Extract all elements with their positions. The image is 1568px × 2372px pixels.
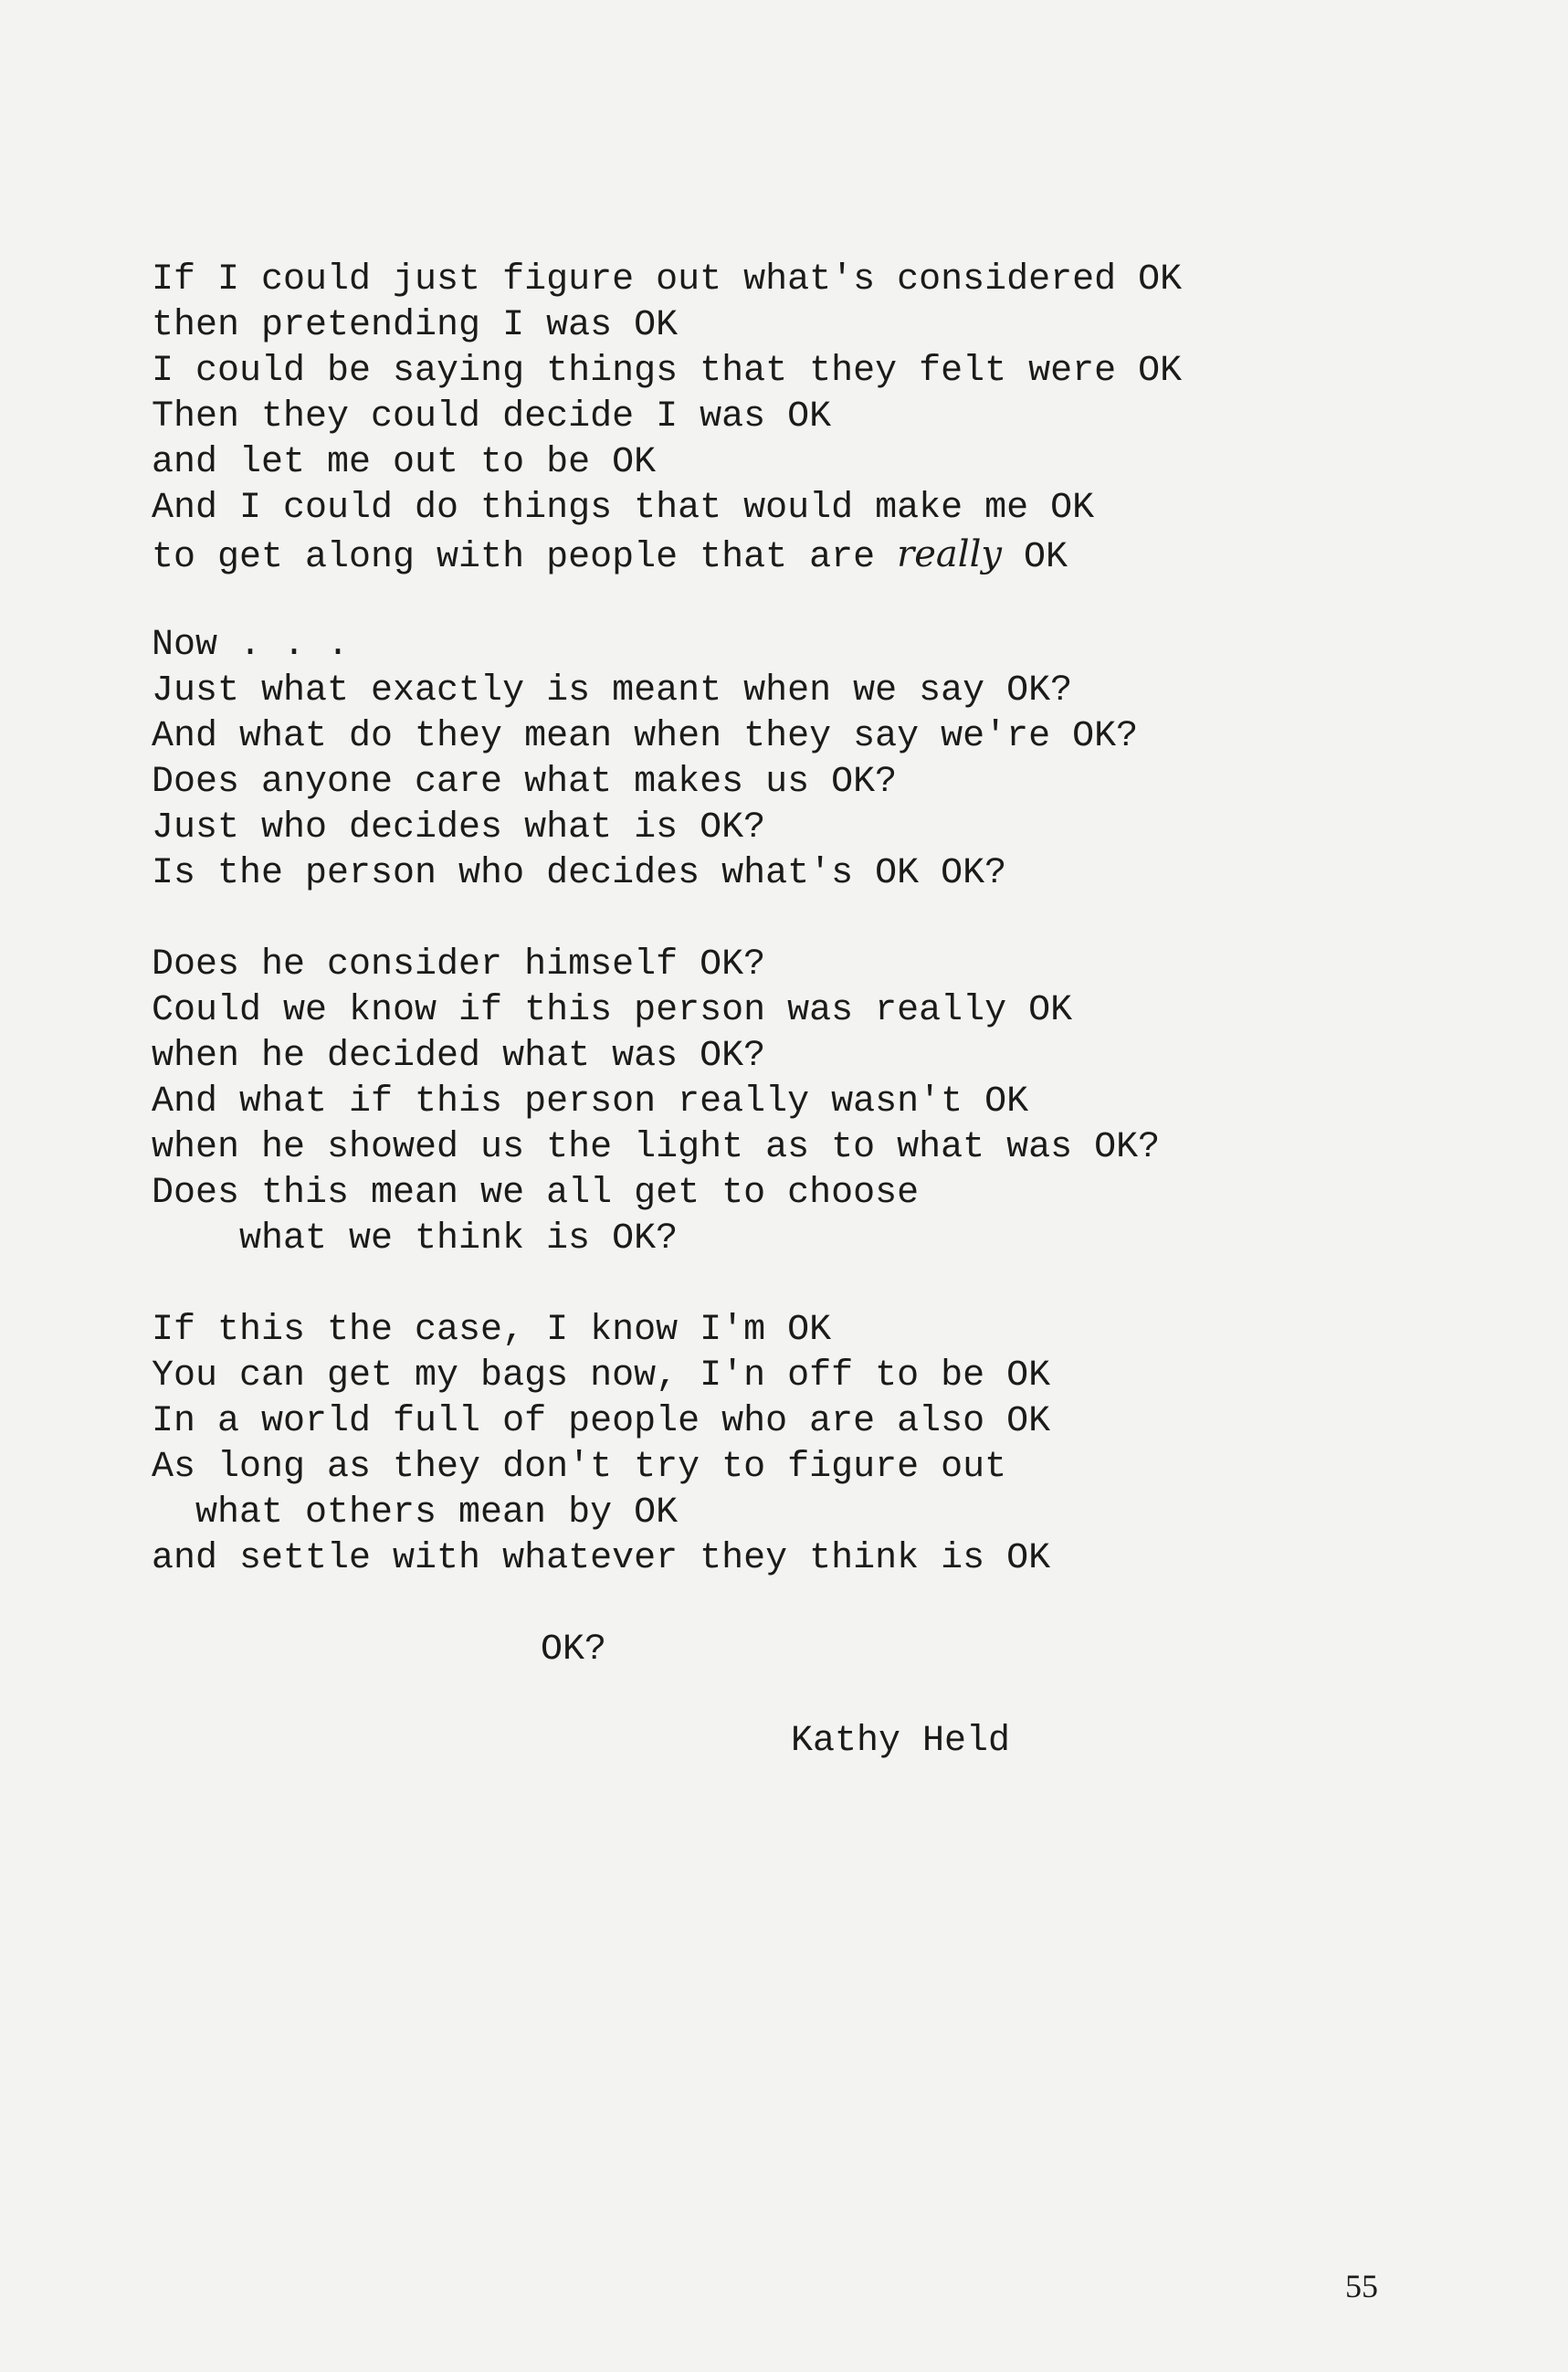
poem-line: Could we know if this person was really OK <box>152 990 1073 1031</box>
poem-line: Just what exactly is meant when we say OK? <box>152 670 1073 712</box>
stanza-4 <box>152 1308 1339 1582</box>
poem-line: Just who decides what is OK? <box>152 807 766 849</box>
poem-line: In a world full of people who are also OK <box>152 1401 1051 1442</box>
poem-line: You can get my bags now, I'n off to be OK <box>152 1355 1051 1397</box>
poem-line: and settle with whatever they think is OK <box>152 1538 1051 1579</box>
poem-line <box>152 532 1339 577</box>
poem-line: and let me out to be OK <box>152 442 657 483</box>
poem-line-text: to get along with people that are <box>152 537 898 578</box>
poem-line: what others mean by OK <box>195 1492 679 1534</box>
poem-line: Does he consider himself OK? <box>152 944 766 986</box>
poem-line-text: OK <box>1001 537 1068 578</box>
stanza-2 <box>152 623 1339 897</box>
poem-line: As long as they don't try to figure out <box>152 1447 1007 1488</box>
closing-line: OK? <box>541 1629 607 1671</box>
stanza-break <box>152 1673 1339 1719</box>
poem-line: And I could do things that would make me OK <box>152 488 1095 529</box>
poem-line: And what do they mean when they say we're OK? <box>152 716 1139 757</box>
page-number: 55 <box>1345 2268 1378 2304</box>
poem-line: And what if this person really wasn't OK <box>152 1081 1029 1123</box>
poem-line: then pretending I was OK <box>152 305 679 346</box>
poem-line: when he decided what was OK? <box>152 1036 766 1077</box>
poem-line: If I could just figure out what's considered OK <box>152 259 1183 300</box>
poem-line: what we think is OK? <box>239 1218 679 1260</box>
poem-line: Is the person who decides what's OK OK? <box>152 853 1007 894</box>
emphasized-word: really <box>897 533 1002 575</box>
poem-line: Now . . . <box>152 625 350 666</box>
poem-line: Does this mean we all get to choose <box>152 1173 920 1214</box>
poem-line: I could be saying things that they felt were OK <box>152 351 1183 392</box>
stanza-break <box>152 1582 1339 1628</box>
poem <box>152 258 1339 1765</box>
poem-line: Does anyone care what makes us OK? <box>152 762 898 803</box>
stanza-break <box>152 577 1339 623</box>
stanza-break <box>152 897 1339 943</box>
poem-line: If this the case, I know I'm OK <box>152 1310 832 1351</box>
stanza-1 <box>152 258 1339 577</box>
stanza-3 <box>152 943 1339 1262</box>
poem-line: when he showed us the light as to what was OK? <box>152 1127 1161 1168</box>
poem-line: Then they could decide I was OK <box>152 396 832 438</box>
stanza-break <box>152 1262 1339 1308</box>
author-name: Kathy Held <box>791 1721 1011 1762</box>
